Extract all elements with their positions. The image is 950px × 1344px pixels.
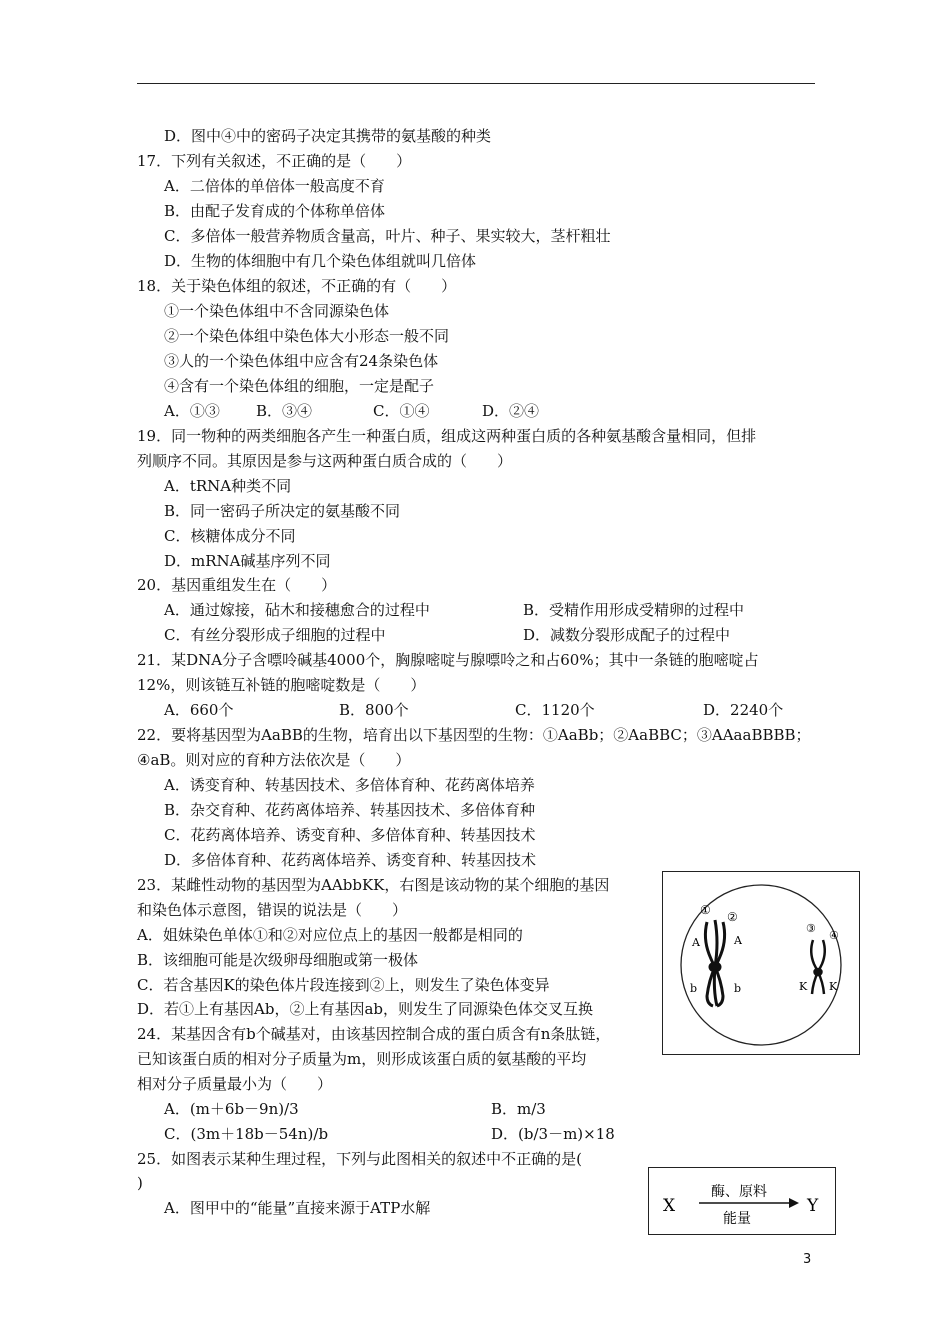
q21-option-d: D．2240个 — [703, 701, 784, 719]
q20-option-b: B．受精作用形成受精卵的过程中 — [523, 601, 745, 619]
q24-option-a: A．(m＋6b－9n)/3 — [164, 1100, 299, 1118]
q25-option-a: A．图甲中的“能量”直接来源于ATP水解 — [164, 1199, 431, 1217]
q19-stem-line1: 19．同一物种的两类细胞各产生一种蛋白质，组成这两种蛋白质的各种氨基酸含量相同，但排 — [137, 427, 757, 445]
q24-stem-line1: 24．某基因含有b个碱基对，由该基因控制合成的蛋白质含有n条肽链， — [137, 1025, 611, 1043]
q17-stem: 17．下列有关叙述，不正确的是（ ） — [137, 152, 412, 170]
gene-label-b-left: b — [690, 982, 698, 995]
q19-option-a: A．tRNA种类不同 — [164, 477, 292, 495]
q17-option-d: D．生物的体细胞中有几个染色体组就叫几倍体 — [164, 252, 477, 270]
q16-option-d: D．图中④中的密码子决定其携带的氨基酸的种类 — [164, 127, 492, 145]
q18-statement-1: ①一个染色体组中不含同源染色体 — [164, 302, 390, 320]
q18-statement-2: ②一个染色体组中染色体大小形态一般不同 — [164, 327, 450, 345]
q20-option-d: D．减数分裂形成配子的过程中 — [523, 626, 731, 644]
figure-label-2: ② — [727, 910, 738, 924]
q20-option-a: A．通过嫁接，砧木和接穗愈合的过程中 — [164, 601, 430, 619]
process-energy-label: 能量 — [723, 1211, 751, 1227]
q23-stem-line2: 和染色体示意图，错误的说法是（ ） — [137, 901, 408, 919]
page-number: 3 — [803, 1252, 812, 1267]
q18-stem: 18．关于染色体组的叙述，不正确的有（ ） — [137, 277, 457, 295]
process-diagram — [649, 1168, 834, 1233]
header-rule — [137, 83, 815, 84]
q22-option-b: B．杂交育种、花药离体培养、转基因技术、多倍体育种 — [164, 801, 536, 819]
q18-statement-4: ④含有一个染色体组的细胞，一定是配子 — [164, 377, 435, 395]
q21-stem-line1: 21．某DNA分子含嘌呤碱基4000个，胸腺嘧啶与腺嘌呤之和占60%；其中一条链的胞嘧啶占 — [137, 651, 759, 669]
q18-option-a: A．①③ — [164, 402, 220, 420]
q19-option-b: B．同一密码子所决定的氨基酸不同 — [164, 502, 401, 520]
q20-stem: 20．基因重组发生在（ ） — [137, 576, 337, 594]
q18-option-c: C．①④ — [373, 402, 430, 420]
q17-option-a: A．二倍体的单倍体一般高度不育 — [164, 177, 385, 195]
q17-option-b: B．由配子发育成的个体称单倍体 — [164, 202, 386, 220]
q18-option-b: B．③④ — [256, 402, 313, 420]
q23-option-a: A．姐妹染色单体①和②对应位点上的基因一般都是相同的 — [137, 926, 523, 944]
gene-label-k-right: K — [829, 980, 838, 993]
q17-option-c: C．多倍体一般营养物质含量高，叶片、种子、果实较大，茎杆粗壮 — [164, 227, 611, 245]
q18-option-d: D．②④ — [482, 402, 540, 420]
q25-stem-line1: 25．如图表示某种生理过程，下列与此图相关的叙述中不正确的是( — [137, 1150, 582, 1168]
q23-option-b: B．该细胞可能是次级卵母细胞或第一极体 — [137, 951, 419, 969]
chromosome-small — [811, 940, 825, 994]
q22-stem-line1: 22．要将基因型为AaBB的生物，培育出以下基因型的生物：①AaBb；②AaBBC；③AAaaBBBB； — [137, 726, 811, 744]
q23-option-c: C．若含基因K的染色体片段连接到②上，则发生了染色体变异 — [137, 976, 550, 994]
q23-stem-line1: 23．某雌性动物的基因型为AAbbKK，右图是该动物的某个细胞的基因 — [137, 876, 610, 894]
figure-label-1: ① — [700, 903, 711, 917]
q22-option-c: C．花药离体培养、诱变育种、多倍体育种、转基因技术 — [164, 826, 536, 844]
figure-label-3: ③ — [806, 922, 816, 935]
gene-label-a-left: A — [692, 936, 700, 949]
q20-option-c: C．有丝分裂形成子细胞的过程中 — [164, 626, 386, 644]
q25-stem-line2: ) — [137, 1174, 143, 1192]
gene-label-b-right: b — [734, 982, 742, 995]
gene-label-k-left: K — [799, 980, 808, 993]
q24-option-d: D．(b/3－m)×18 — [491, 1125, 615, 1143]
q21-option-b: B．800个 — [339, 701, 409, 719]
q21-stem-line2: 12%，则该链互补链的胞嘧啶数是（ ） — [137, 676, 426, 694]
q22-option-a: A．诱变育种、转基因技术、多倍体育种、花药离体培养 — [164, 776, 535, 794]
q19-stem-line2: 列顺序不同。其原因是参与这两种蛋白质合成的（ ） — [137, 452, 513, 470]
process-left-label: X — [663, 1196, 676, 1216]
q22-stem-line2: ④aB。则对应的育种方法依次是（ ） — [137, 751, 411, 769]
q24-option-c: C．(3m＋18b－54n)/b — [164, 1125, 329, 1143]
figure-label-4: ④ — [829, 929, 839, 942]
q21-option-a: A．660个 — [164, 701, 234, 719]
cell-chromosome-figure — [662, 871, 860, 1055]
q24-stem-line3: 相对分子质量最小为（ ） — [137, 1075, 333, 1093]
q21-option-c: C．1120个 — [515, 701, 595, 719]
chromosome-large — [705, 920, 724, 1006]
q22-option-d: D．多倍体育种、花药离体培养、诱变育种、转基因技术 — [164, 851, 537, 869]
q24-stem-line2: 已知该蛋白质的相对分子质量为m，则形成该蛋白质的氨基酸的平均 — [137, 1050, 587, 1068]
q18-statement-3: ③人的一个染色体组中应含有24条染色体 — [164, 352, 439, 370]
q19-option-c: C．核糖体成分不同 — [164, 527, 296, 545]
process-enzyme-label: 酶、原料 — [711, 1184, 767, 1200]
q24-option-b: B．m/3 — [491, 1100, 546, 1118]
process-figure — [648, 1167, 836, 1235]
cell-diagram — [663, 872, 859, 1054]
q23-option-d: D．若①上有基因Ab，②上有基因ab，则发生了同源染色体交叉互换 — [137, 1000, 594, 1018]
process-right-label: Y — [807, 1196, 819, 1216]
arrow-head-icon — [789, 1198, 799, 1208]
q19-option-d: D．mRNA碱基序列不同 — [164, 552, 331, 570]
gene-label-a-right: A — [734, 934, 742, 947]
